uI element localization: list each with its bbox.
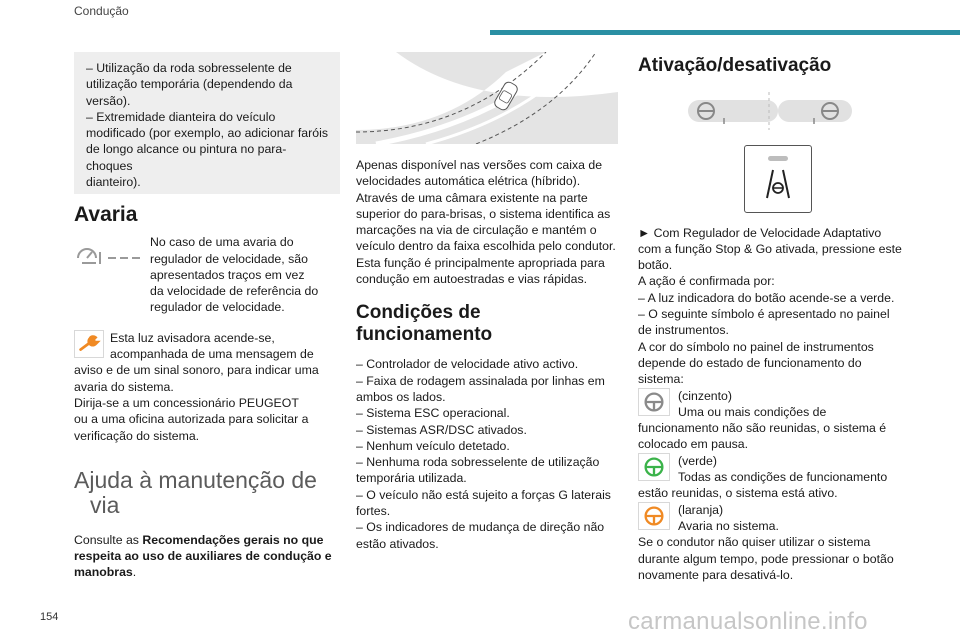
condition-line: temporária utilizada. (356, 471, 467, 486)
condition-line: ambos os lados. (356, 389, 446, 404)
instruction-line: com a função Stop & Go ativada, pressione este (638, 241, 902, 256)
consulte-paragraph (74, 532, 340, 548)
instruction-line: sistema: (638, 372, 684, 387)
warning-line: ou a uma oficina autorizada para solicitar a (74, 412, 309, 427)
lane-assist-button[interactable] (744, 145, 812, 213)
warning-line: Esta luz avisadora acende-se, (110, 330, 275, 345)
consulte-bold-1: Recomendações gerais no que (142, 532, 324, 547)
status-line: funcionamento não são reunidas, o sistema é (638, 421, 887, 436)
avaria-line: No caso de uma avaria do (150, 235, 294, 250)
note-line: modificado (por exemplo, ao adicionar faróis (86, 126, 328, 141)
status-line: Todas as condições de funcionamento (678, 470, 888, 485)
warning-line: aviso e de um sinal sonoro, para indicar uma (74, 363, 319, 378)
steering-wheel-green-icon (638, 453, 670, 481)
intro-line: Esta função é principalmente apropriada para (356, 255, 605, 270)
heading-ajuda-line1: Ajuda à manutenção de (74, 466, 317, 493)
instruction-line: A ação é confirmada por: (638, 274, 775, 289)
note-line: – Utilização da roda sobresselente de (86, 61, 292, 75)
instruction-line: de instrumentos. (638, 323, 729, 338)
consulte-suffix: . (132, 565, 137, 580)
condition-line: – Faixa de rodagem assinalada por linhas em (356, 373, 605, 388)
intro-line: Apenas disponível nas versões com caixa de (356, 158, 603, 172)
status-orange (638, 502, 914, 535)
condition-line: – Sistemas ASR/DSC ativados. (356, 422, 527, 437)
status-color-name: (verde) (678, 453, 717, 468)
condition-line: – Controlador de velocidade ativo activo. (356, 357, 579, 372)
intro-line: Através de uma câmara existente na parte (356, 190, 588, 205)
speed-limiter-dashes-icon (74, 242, 146, 272)
wrench-warning-icon (74, 330, 104, 358)
avaria-line: apresentados traços em vez (150, 267, 305, 282)
instruction-line: A cor do símbolo no painel de instrumentos (638, 339, 874, 354)
instructions (638, 225, 914, 388)
watermark: carmanualsonline.info (628, 608, 868, 635)
header-accent-bar (490, 30, 960, 35)
steering-wheel-orange-icon (638, 502, 670, 530)
status-line: Uma ou mais condições de (678, 404, 827, 419)
condition-line: – Nenhum veículo detetado. (356, 438, 510, 453)
heading-ajuda (74, 468, 340, 518)
consulte-prefix: Consulte as (74, 532, 143, 547)
heading-avaria: Avaria (74, 203, 138, 226)
note-line: dianteiro). (86, 175, 141, 190)
warning-block (74, 330, 340, 444)
note-line: utilização temporária (dependendo da (86, 77, 293, 92)
warning-line: Dirija-se a um concessionário PEUGEOT (74, 395, 299, 410)
intro-line: superior do para-brisas, o sistema identifica as (356, 206, 611, 221)
avaria-line: regulador de velocidade, são (150, 251, 308, 266)
intro-text (356, 157, 618, 287)
consulte-end (74, 564, 340, 580)
condition-line: – Sistema ESC operacional. (356, 406, 510, 421)
column-right (638, 52, 914, 583)
column-left (74, 52, 340, 581)
instruction-line: depende do estado de funcionamento do (638, 355, 862, 370)
instruction-line: botão. (638, 258, 673, 273)
intro-line: condução em autoestradas e vias rápidas. (356, 272, 588, 287)
section-header: Condução (74, 4, 129, 18)
intro-line: marcações na via de circulação e mantém o (356, 223, 597, 238)
steering-wheel-grey-icon (638, 388, 670, 416)
status-line: estão reunidas, o sistema está ativo. (638, 486, 838, 501)
note-line: versão). (86, 93, 131, 108)
heading-ativacao: Ativação/desativação (638, 55, 832, 76)
lane-assist-button-icon (745, 146, 811, 212)
status-line: colocado em pausa. (638, 437, 749, 452)
condition-line: – Os indicadores de mudança de direção não (356, 520, 605, 535)
conditions-list (356, 356, 618, 552)
note-line: – Extremidade dianteira do veículo (86, 109, 276, 124)
status-line: Avaria no sistema. (678, 518, 779, 533)
car-lane-keeping-illustration (356, 52, 618, 144)
intro-line: velocidades automática elétrica (híbrido). (356, 174, 581, 189)
consulte-bold-2: respeita ao uso de auxiliares de condução e (74, 549, 332, 564)
condition-line: – Nenhuma roda sobresselente de utilização (356, 455, 600, 470)
column-middle (356, 52, 618, 552)
closing-line: Se o condutor não quiser utilizar o sistema (638, 535, 871, 550)
heading-condicoes (356, 302, 618, 346)
status-grey (638, 388, 914, 453)
condition-line: estão ativados. (356, 536, 439, 551)
status-green (638, 453, 914, 502)
page-number: 154 (40, 611, 59, 623)
heading-condicoes-line1: Condições de (356, 302, 481, 324)
avaria-line: regulador de velocidade. (150, 300, 285, 315)
closing-line: durante algum tempo, pode pressionar o botão (638, 551, 894, 566)
instruction-line: – A luz indicadora do botão acende-se a verde. (638, 290, 895, 305)
intro-line: veículo dentro da faixa escolhida pelo condutor. (356, 239, 616, 254)
steering-wheel-lane-icons (638, 86, 914, 138)
closing-line: novamente para desativá-lo. (638, 567, 794, 582)
avaria-row (74, 234, 340, 315)
heading-condicoes-line2: funcionamento (356, 324, 493, 346)
condition-line: – O veículo não está sujeito a forças G laterais (356, 487, 611, 502)
note-box (74, 52, 340, 194)
status-color-name: (laranja) (678, 502, 724, 517)
warning-line: avaria do sistema. (74, 379, 174, 394)
avaria-line: da velocidade de referência do (150, 284, 319, 299)
instruction-line: – O seguinte símbolo é apresentado no painel (638, 307, 890, 322)
warning-line: acompanhada de uma mensagem de (110, 347, 314, 362)
instruction-line: ► Com Regulador de Velocidade Adaptativo (638, 225, 882, 240)
status-color-name: (cinzento) (678, 388, 732, 403)
heading-ajuda-line2: via (90, 491, 120, 518)
closing-text (638, 534, 914, 583)
condition-line: fortes. (356, 504, 391, 519)
warning-line: verificação do sistema. (74, 428, 200, 443)
note-line: de longo alcance ou pintura no para-choques (86, 142, 287, 173)
consulte-bold-3: manobras (74, 565, 133, 580)
